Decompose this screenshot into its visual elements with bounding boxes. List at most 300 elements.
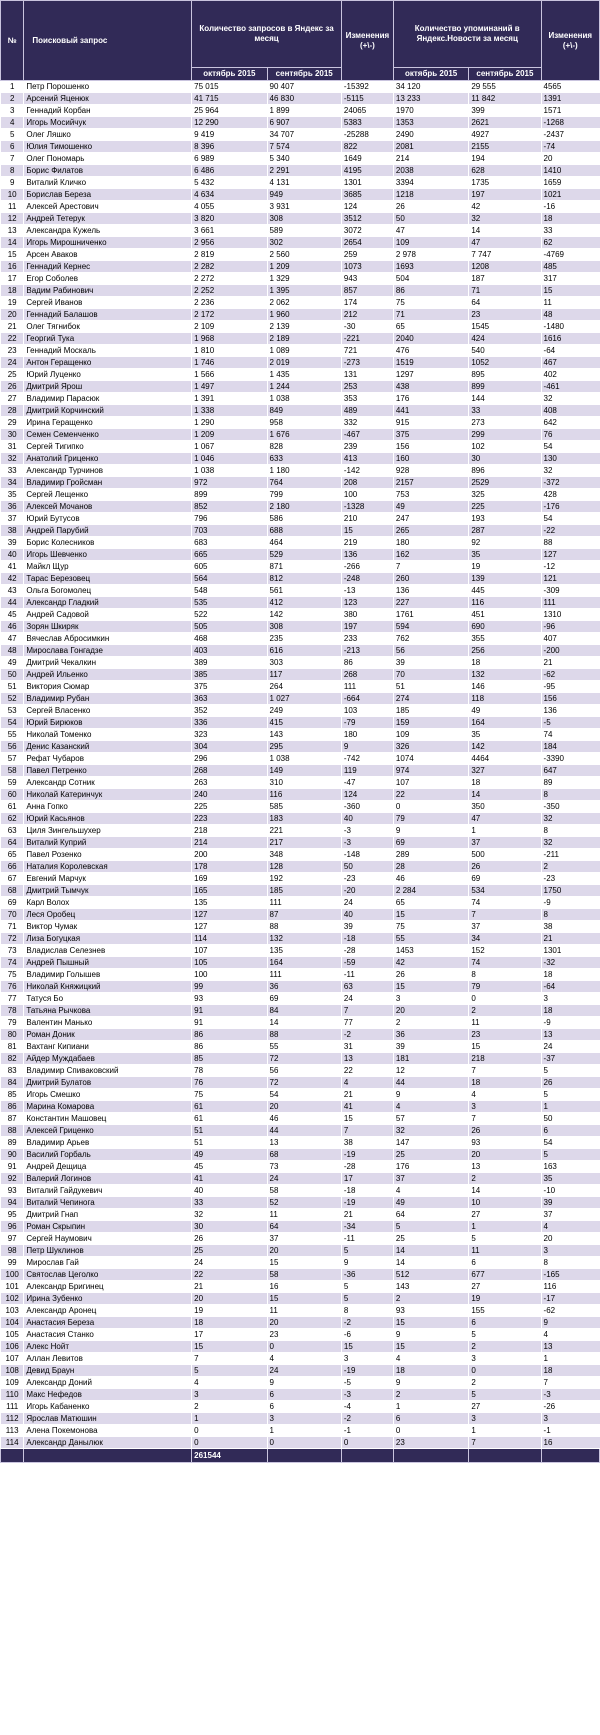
table-row bbox=[1, 1317, 600, 1329]
news-sep: 899 bbox=[469, 381, 541, 393]
query-name: Циля Зингельшухер bbox=[24, 825, 192, 837]
table-row bbox=[1, 501, 600, 513]
news-change: 8 bbox=[541, 1257, 599, 1269]
requests-oct: 99 bbox=[192, 981, 267, 993]
news-sep: 225 bbox=[469, 501, 541, 513]
query-name: Сергей Иванов bbox=[24, 297, 192, 309]
news-oct: 260 bbox=[393, 573, 468, 585]
table-row bbox=[1, 1113, 600, 1125]
news-oct: 56 bbox=[393, 645, 468, 657]
requests-sep: 88 bbox=[267, 1029, 341, 1041]
news-oct: 14 bbox=[393, 1245, 468, 1257]
query-name: Андрей Тетерук bbox=[24, 213, 192, 225]
news-sep: 2 bbox=[469, 1377, 541, 1389]
row-number: 98 bbox=[1, 1245, 24, 1257]
news-sep: 1 bbox=[469, 1221, 541, 1233]
news-oct: 2490 bbox=[393, 129, 468, 141]
news-change: 5 bbox=[541, 1089, 599, 1101]
news-oct: 5 bbox=[393, 1221, 468, 1233]
row-number: 28 bbox=[1, 405, 24, 417]
news-oct: 9 bbox=[393, 1377, 468, 1389]
requests-sep: 183 bbox=[267, 813, 341, 825]
news-sep: 33 bbox=[469, 405, 541, 417]
news-oct: 22 bbox=[393, 789, 468, 801]
query-name: Мирослав Гай bbox=[24, 1257, 192, 1269]
requests-sep: 52 bbox=[267, 1197, 341, 1209]
news-sep: 102 bbox=[469, 441, 541, 453]
requests-oct: 114 bbox=[192, 933, 267, 945]
news-sep: 92 bbox=[469, 537, 541, 549]
news-change: 4 bbox=[541, 1329, 599, 1341]
table-row bbox=[1, 357, 600, 369]
requests-sep: 88 bbox=[267, 921, 341, 933]
table-row bbox=[1, 789, 600, 801]
row-number: 36 bbox=[1, 501, 24, 513]
header-news-mentions: Количество упоминаний в Яндекс.Новости за месяц bbox=[393, 1, 541, 68]
row-number: 41 bbox=[1, 561, 24, 573]
news-sep: 0 bbox=[469, 1365, 541, 1377]
news-sep: 3 bbox=[469, 1413, 541, 1425]
requests-oct: 75 015 bbox=[192, 81, 267, 93]
requests-oct: 7 bbox=[192, 1353, 267, 1365]
requests-oct: 9 419 bbox=[192, 129, 267, 141]
table-row bbox=[1, 705, 600, 717]
news-oct: 47 bbox=[393, 225, 468, 237]
row-number: 102 bbox=[1, 1293, 24, 1305]
header-change-news: Изменения (+\-) bbox=[541, 1, 599, 81]
table-row bbox=[1, 573, 600, 585]
query-name: Роман Скрыпин bbox=[24, 1221, 192, 1233]
query-name: Анастасия Береза bbox=[24, 1317, 192, 1329]
news-sep: 7 bbox=[469, 1065, 541, 1077]
requests-oct: 665 bbox=[192, 549, 267, 561]
requests-oct: 703 bbox=[192, 525, 267, 537]
footer-empty bbox=[469, 1449, 541, 1463]
news-oct: 928 bbox=[393, 465, 468, 477]
requests-sep: 415 bbox=[267, 717, 341, 729]
row-number: 93 bbox=[1, 1185, 24, 1197]
requests-change: 857 bbox=[341, 285, 393, 297]
news-change: 1391 bbox=[541, 93, 599, 105]
query-name: Арсен Аваков bbox=[24, 249, 192, 261]
row-number: 113 bbox=[1, 1425, 24, 1437]
query-name: Девид Браун bbox=[24, 1365, 192, 1377]
requests-oct: 375 bbox=[192, 681, 267, 693]
news-change: 1301 bbox=[541, 945, 599, 957]
requests-sep: 6 bbox=[267, 1389, 341, 1401]
requests-change: -664 bbox=[341, 693, 393, 705]
news-sep: 197 bbox=[469, 189, 541, 201]
news-oct: 50 bbox=[393, 213, 468, 225]
table-row bbox=[1, 609, 600, 621]
query-name: Карл Волох bbox=[24, 897, 192, 909]
table-row bbox=[1, 981, 600, 993]
requests-sep: 958 bbox=[267, 417, 341, 429]
query-name: Сергей Тигипко bbox=[24, 441, 192, 453]
row-number: 58 bbox=[1, 765, 24, 777]
news-change: 184 bbox=[541, 741, 599, 753]
news-sep: 1 bbox=[469, 1425, 541, 1437]
requests-sep: 308 bbox=[267, 213, 341, 225]
row-number: 14 bbox=[1, 237, 24, 249]
table-row bbox=[1, 189, 600, 201]
requests-change: 103 bbox=[341, 705, 393, 717]
news-sep: 2155 bbox=[469, 141, 541, 153]
requests-change: 5 bbox=[341, 1281, 393, 1293]
table-row bbox=[1, 1329, 600, 1341]
news-change: 1 bbox=[541, 1101, 599, 1113]
news-sep: 30 bbox=[469, 453, 541, 465]
row-number: 13 bbox=[1, 225, 24, 237]
header-yandex-requests: Количество запросов в Яндекс за месяц bbox=[192, 1, 342, 68]
requests-sep: 16 bbox=[267, 1281, 341, 1293]
row-number: 6 bbox=[1, 141, 24, 153]
news-change: -62 bbox=[541, 669, 599, 681]
news-change: 1310 bbox=[541, 609, 599, 621]
table-row bbox=[1, 381, 600, 393]
news-change: 18 bbox=[541, 969, 599, 981]
row-number: 64 bbox=[1, 837, 24, 849]
requests-sep: 2 062 bbox=[267, 297, 341, 309]
table-row bbox=[1, 993, 600, 1005]
news-sep: 1 bbox=[469, 825, 541, 837]
query-name: Андрей Пышный bbox=[24, 957, 192, 969]
news-change: -5 bbox=[541, 717, 599, 729]
news-oct: 2157 bbox=[393, 477, 468, 489]
table-row bbox=[1, 1149, 600, 1161]
row-number: 9 bbox=[1, 177, 24, 189]
news-oct: 65 bbox=[393, 897, 468, 909]
news-sep: 3 bbox=[469, 1101, 541, 1113]
news-change: -1 bbox=[541, 1425, 599, 1437]
news-change: -64 bbox=[541, 345, 599, 357]
row-number: 109 bbox=[1, 1377, 24, 1389]
requests-sep: 849 bbox=[267, 405, 341, 417]
table-row bbox=[1, 1341, 600, 1353]
news-sep: 34 bbox=[469, 933, 541, 945]
news-change: 18 bbox=[541, 213, 599, 225]
query-name: Семен Семенченко bbox=[24, 429, 192, 441]
news-sep: 677 bbox=[469, 1269, 541, 1281]
table-row bbox=[1, 1005, 600, 1017]
query-name: Татуся Бо bbox=[24, 993, 192, 1005]
table-row bbox=[1, 921, 600, 933]
requests-sep: 46 830 bbox=[267, 93, 341, 105]
requests-sep: 1 209 bbox=[267, 261, 341, 273]
news-oct: 441 bbox=[393, 405, 468, 417]
news-change: 127 bbox=[541, 549, 599, 561]
requests-oct: 240 bbox=[192, 789, 267, 801]
subheader-oct-news: октябрь 2015 bbox=[393, 68, 468, 81]
news-oct: 34 120 bbox=[393, 81, 468, 93]
requests-sep: 14 bbox=[267, 1017, 341, 1029]
requests-oct: 2 109 bbox=[192, 321, 267, 333]
news-sep: 152 bbox=[469, 945, 541, 957]
news-sep: 218 bbox=[469, 1053, 541, 1065]
requests-oct: 5 bbox=[192, 1365, 267, 1377]
news-oct: 12 bbox=[393, 1065, 468, 1077]
row-number: 67 bbox=[1, 873, 24, 885]
news-sep: 47 bbox=[469, 237, 541, 249]
requests-sep: 116 bbox=[267, 789, 341, 801]
row-number: 110 bbox=[1, 1389, 24, 1401]
row-number: 81 bbox=[1, 1041, 24, 1053]
table-row bbox=[1, 1041, 600, 1053]
news-oct: 46 bbox=[393, 873, 468, 885]
news-oct: 15 bbox=[393, 1317, 468, 1329]
requests-oct: 268 bbox=[192, 765, 267, 777]
requests-change: 7 bbox=[341, 1005, 393, 1017]
requests-sep: 56 bbox=[267, 1065, 341, 1077]
news-oct: 2040 bbox=[393, 333, 468, 345]
row-number: 95 bbox=[1, 1209, 24, 1221]
table-row bbox=[1, 897, 600, 909]
news-change: 37 bbox=[541, 1209, 599, 1221]
table-row bbox=[1, 861, 600, 873]
requests-oct: 323 bbox=[192, 729, 267, 741]
news-oct: 504 bbox=[393, 273, 468, 285]
footer-empty bbox=[1, 1449, 24, 1463]
query-name: Владимир Рубан bbox=[24, 693, 192, 705]
requests-change: 40 bbox=[341, 813, 393, 825]
news-change: -23 bbox=[541, 873, 599, 885]
news-change: 24 bbox=[541, 1041, 599, 1053]
row-number: 87 bbox=[1, 1113, 24, 1125]
requests-sep: 633 bbox=[267, 453, 341, 465]
table-row bbox=[1, 81, 600, 93]
row-number: 52 bbox=[1, 693, 24, 705]
table-row bbox=[1, 729, 600, 741]
news-sep: 2529 bbox=[469, 477, 541, 489]
table-row bbox=[1, 765, 600, 777]
row-number: 89 bbox=[1, 1137, 24, 1149]
table-row bbox=[1, 717, 600, 729]
query-name: Николай Княжицкий bbox=[24, 981, 192, 993]
query-name: Наталия Королевская bbox=[24, 861, 192, 873]
news-oct: 185 bbox=[393, 705, 468, 717]
query-name: Сергей Власенко bbox=[24, 705, 192, 717]
requests-change: -59 bbox=[341, 957, 393, 969]
requests-oct: 6 989 bbox=[192, 153, 267, 165]
requests-oct: 605 bbox=[192, 561, 267, 573]
news-change: 5 bbox=[541, 1149, 599, 1161]
header-change: Изменения (+\-) bbox=[341, 1, 393, 81]
requests-change: -18 bbox=[341, 1185, 393, 1197]
news-oct: 214 bbox=[393, 153, 468, 165]
requests-change: 24 bbox=[341, 897, 393, 909]
news-sep: 6 bbox=[469, 1257, 541, 1269]
requests-change: -25288 bbox=[341, 129, 393, 141]
row-number: 60 bbox=[1, 789, 24, 801]
news-oct: 93 bbox=[393, 1305, 468, 1317]
news-sep: 27 bbox=[469, 1401, 541, 1413]
news-change: -3390 bbox=[541, 753, 599, 765]
requests-oct: 49 bbox=[192, 1149, 267, 1161]
requests-sep: 4 bbox=[267, 1353, 341, 1365]
table-row bbox=[1, 513, 600, 525]
query-name: Андрей Садовой bbox=[24, 609, 192, 621]
news-sep: 193 bbox=[469, 513, 541, 525]
requests-sep: 111 bbox=[267, 897, 341, 909]
requests-change: 63 bbox=[341, 981, 393, 993]
subheader-oct: октябрь 2015 bbox=[192, 68, 267, 81]
table-row bbox=[1, 969, 600, 981]
table-row bbox=[1, 1401, 600, 1413]
query-name: Геннадий Корбан bbox=[24, 105, 192, 117]
query-name: Андрей Ильенко bbox=[24, 669, 192, 681]
news-oct: 0 bbox=[393, 801, 468, 813]
news-sep: 71 bbox=[469, 285, 541, 297]
row-number: 78 bbox=[1, 1005, 24, 1017]
query-name: Петр Шуклинов bbox=[24, 1245, 192, 1257]
news-sep: 187 bbox=[469, 273, 541, 285]
row-number: 99 bbox=[1, 1257, 24, 1269]
query-name: Мирослава Гонгадзе bbox=[24, 645, 192, 657]
news-oct: 375 bbox=[393, 429, 468, 441]
news-oct: 176 bbox=[393, 393, 468, 405]
news-sep: 896 bbox=[469, 465, 541, 477]
requests-sep: 1 395 bbox=[267, 285, 341, 297]
requests-change: 124 bbox=[341, 201, 393, 213]
news-oct: 75 bbox=[393, 921, 468, 933]
requests-oct: 548 bbox=[192, 585, 267, 597]
table-row bbox=[1, 1173, 600, 1185]
requests-oct: 19 bbox=[192, 1305, 267, 1317]
requests-change: 180 bbox=[341, 729, 393, 741]
row-number: 57 bbox=[1, 753, 24, 765]
news-oct: 247 bbox=[393, 513, 468, 525]
query-name: Дмитрий Чекалкин bbox=[24, 657, 192, 669]
requests-change: 9 bbox=[341, 741, 393, 753]
requests-sep: 464 bbox=[267, 537, 341, 549]
news-oct: 159 bbox=[393, 717, 468, 729]
table-row bbox=[1, 777, 600, 789]
table-row bbox=[1, 177, 600, 189]
requests-change: -15392 bbox=[341, 81, 393, 93]
row-number: 23 bbox=[1, 345, 24, 357]
requests-change: -1 bbox=[341, 1425, 393, 1437]
requests-oct: 1 746 bbox=[192, 357, 267, 369]
requests-sep: 55 bbox=[267, 1041, 341, 1053]
row-number: 34 bbox=[1, 477, 24, 489]
row-number: 74 bbox=[1, 957, 24, 969]
requests-sep: 1 038 bbox=[267, 753, 341, 765]
query-name: Дмитрий Ярош bbox=[24, 381, 192, 393]
query-name: Макс Нефедов bbox=[24, 1389, 192, 1401]
table-row bbox=[1, 753, 600, 765]
requests-change: 38 bbox=[341, 1137, 393, 1149]
requests-change: -2 bbox=[341, 1317, 393, 1329]
row-number: 54 bbox=[1, 717, 24, 729]
query-name: Владислав Селезнев bbox=[24, 945, 192, 957]
news-oct: 26 bbox=[393, 201, 468, 213]
subheader-sep-news: сентябрь 2015 bbox=[469, 68, 541, 81]
news-change: 156 bbox=[541, 693, 599, 705]
news-oct: 79 bbox=[393, 813, 468, 825]
news-change: 11 bbox=[541, 297, 599, 309]
row-number: 62 bbox=[1, 813, 24, 825]
requests-sep: 812 bbox=[267, 573, 341, 585]
news-sep: 26 bbox=[469, 1125, 541, 1137]
table-row bbox=[1, 129, 600, 141]
requests-change: 233 bbox=[341, 633, 393, 645]
news-sep: 628 bbox=[469, 165, 541, 177]
requests-sep: 164 bbox=[267, 957, 341, 969]
query-name: Виталий Куприй bbox=[24, 837, 192, 849]
news-oct: 9 bbox=[393, 1089, 468, 1101]
news-sep: 1052 bbox=[469, 357, 541, 369]
news-oct: 36 bbox=[393, 1029, 468, 1041]
row-number: 1 bbox=[1, 81, 24, 93]
table-row bbox=[1, 741, 600, 753]
requests-sep: 2 560 bbox=[267, 249, 341, 261]
requests-oct: 304 bbox=[192, 741, 267, 753]
query-name: Андрей Парубий bbox=[24, 525, 192, 537]
requests-change: 253 bbox=[341, 381, 393, 393]
table-row bbox=[1, 429, 600, 441]
row-number: 31 bbox=[1, 441, 24, 453]
news-oct: 4 bbox=[393, 1101, 468, 1113]
requests-oct: 17 bbox=[192, 1329, 267, 1341]
row-number: 104 bbox=[1, 1317, 24, 1329]
requests-oct: 86 bbox=[192, 1029, 267, 1041]
news-oct: 14 bbox=[393, 1257, 468, 1269]
table-row bbox=[1, 1305, 600, 1317]
news-sep: 118 bbox=[469, 693, 541, 705]
query-name: Сергей Лещенко bbox=[24, 489, 192, 501]
requests-oct: 683 bbox=[192, 537, 267, 549]
requests-change: -2 bbox=[341, 1413, 393, 1425]
row-number: 72 bbox=[1, 933, 24, 945]
news-change: 3 bbox=[541, 1245, 599, 1257]
requests-change: -28 bbox=[341, 1161, 393, 1173]
row-number: 94 bbox=[1, 1197, 24, 1209]
query-name: Зорян Шкиряк bbox=[24, 621, 192, 633]
news-sep: 256 bbox=[469, 645, 541, 657]
row-number: 80 bbox=[1, 1029, 24, 1041]
row-number: 37 bbox=[1, 513, 24, 525]
requests-sep: 235 bbox=[267, 633, 341, 645]
news-change: 467 bbox=[541, 357, 599, 369]
requests-sep: 15 bbox=[267, 1293, 341, 1305]
news-change: -95 bbox=[541, 681, 599, 693]
news-oct: 70 bbox=[393, 669, 468, 681]
news-oct: 326 bbox=[393, 741, 468, 753]
news-oct: 1970 bbox=[393, 105, 468, 117]
requests-oct: 505 bbox=[192, 621, 267, 633]
requests-oct: 1 290 bbox=[192, 417, 267, 429]
news-sep: 7 bbox=[469, 909, 541, 921]
news-change: 18 bbox=[541, 1365, 599, 1377]
requests-change: -4 bbox=[341, 1401, 393, 1413]
requests-sep: 221 bbox=[267, 825, 341, 837]
news-change: -3 bbox=[541, 1389, 599, 1401]
news-change: 88 bbox=[541, 537, 599, 549]
requests-change: -13 bbox=[341, 585, 393, 597]
row-number: 53 bbox=[1, 705, 24, 717]
requests-oct: 468 bbox=[192, 633, 267, 645]
table-body bbox=[1, 81, 600, 1449]
news-sep: 13 bbox=[469, 1161, 541, 1173]
table-row bbox=[1, 1245, 600, 1257]
news-oct: 753 bbox=[393, 489, 468, 501]
footer-empty bbox=[267, 1449, 341, 1463]
news-sep: 42 bbox=[469, 201, 541, 213]
news-change: 8 bbox=[541, 825, 599, 837]
row-number: 86 bbox=[1, 1101, 24, 1113]
table-row bbox=[1, 1137, 600, 1149]
requests-oct: 100 bbox=[192, 969, 267, 981]
